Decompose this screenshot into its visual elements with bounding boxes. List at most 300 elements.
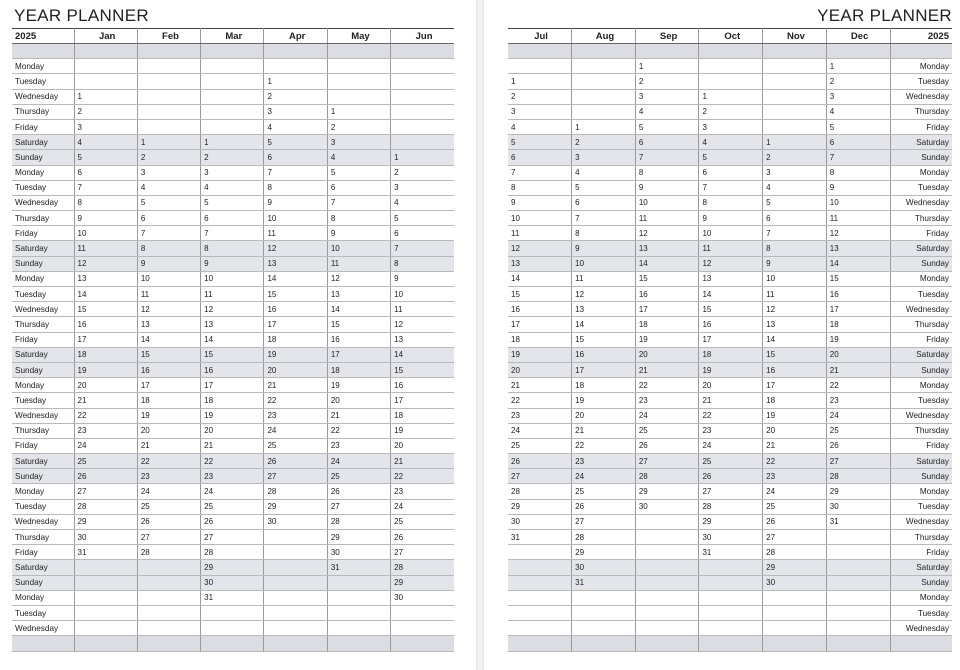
- date-cell: 22: [826, 378, 890, 393]
- date-cell: 18: [391, 408, 454, 423]
- day-row: [508, 195, 952, 210]
- day-row: [12, 575, 454, 590]
- date-cell: 26: [572, 499, 636, 514]
- date-cell: 5: [391, 211, 454, 226]
- weekday-label: Thursday: [12, 317, 74, 332]
- date-cell: 29: [699, 514, 763, 529]
- date-cell: 1: [826, 59, 890, 74]
- date-cell: 6: [699, 165, 763, 180]
- date-cell: 14: [137, 332, 200, 347]
- date-cell: 6: [826, 135, 890, 150]
- date-cell: 28: [635, 469, 699, 484]
- day-row: [508, 74, 952, 89]
- weekday-label: Wednesday: [12, 514, 74, 529]
- date-cell: [201, 119, 264, 134]
- day-row: [508, 271, 952, 286]
- date-cell: [826, 530, 890, 545]
- weekday-label: Wednesday: [890, 514, 952, 529]
- weekday-label: [12, 44, 74, 59]
- date-cell: 29: [264, 499, 327, 514]
- weekday-label: Wednesday: [12, 302, 74, 317]
- day-row: [508, 150, 952, 165]
- date-cell: 18: [264, 332, 327, 347]
- date-cell: [74, 59, 137, 74]
- day-row: [12, 590, 454, 605]
- date-cell: 26: [74, 469, 137, 484]
- day-row: [508, 545, 952, 560]
- date-cell: [635, 545, 699, 560]
- date-cell: 20: [74, 378, 137, 393]
- date-cell: 2: [508, 89, 572, 104]
- weekday-label: Sunday: [890, 575, 952, 590]
- date-cell: 18: [572, 378, 636, 393]
- date-cell: [264, 575, 327, 590]
- weekday-label: Saturday: [12, 560, 74, 575]
- date-cell: 4: [699, 135, 763, 150]
- date-cell: [264, 545, 327, 560]
- date-cell: 20: [137, 423, 200, 438]
- date-cell: 28: [327, 514, 390, 529]
- date-cell: 30: [826, 499, 890, 514]
- date-cell: 16: [763, 362, 827, 377]
- date-cell: 22: [508, 393, 572, 408]
- date-cell: 5: [327, 165, 390, 180]
- date-cell: 12: [391, 317, 454, 332]
- date-cell: 25: [572, 484, 636, 499]
- date-cell: 9: [826, 180, 890, 195]
- month-header: Apr: [264, 29, 327, 44]
- date-cell: [763, 104, 827, 119]
- date-cell: 2: [699, 104, 763, 119]
- date-cell: [327, 636, 390, 651]
- date-cell: 22: [327, 423, 390, 438]
- date-cell: 27: [201, 530, 264, 545]
- date-cell: 4: [391, 195, 454, 210]
- page-title: YEAR PLANNER: [817, 6, 952, 25]
- date-cell: 21: [572, 423, 636, 438]
- date-cell: 5: [264, 135, 327, 150]
- date-cell: 7: [74, 180, 137, 195]
- weekday-label: Monday: [890, 271, 952, 286]
- day-row: [12, 393, 454, 408]
- date-cell: 17: [508, 317, 572, 332]
- date-cell: 24: [391, 499, 454, 514]
- date-cell: 20: [327, 393, 390, 408]
- date-cell: 8: [74, 195, 137, 210]
- weekday-label: Sunday: [12, 362, 74, 377]
- date-cell: [763, 605, 827, 620]
- date-cell: 11: [763, 287, 827, 302]
- date-cell: [264, 636, 327, 651]
- date-cell: 12: [826, 226, 890, 241]
- date-cell: 3: [635, 89, 699, 104]
- date-cell: [763, 44, 827, 59]
- date-cell: 28: [74, 499, 137, 514]
- weekday-label: Monday: [12, 59, 74, 74]
- date-cell: 7: [635, 150, 699, 165]
- weekday-label: Tuesday: [890, 393, 952, 408]
- date-cell: 10: [327, 241, 390, 256]
- weekday-label: Tuesday: [890, 499, 952, 514]
- date-cell: [327, 44, 390, 59]
- date-cell: 25: [74, 454, 137, 469]
- date-cell: 8: [508, 180, 572, 195]
- date-cell: 31: [508, 530, 572, 545]
- date-cell: 6: [201, 211, 264, 226]
- date-cell: 31: [699, 545, 763, 560]
- weekday-label: Tuesday: [12, 393, 74, 408]
- weekday-label: Tuesday: [12, 74, 74, 89]
- date-cell: 31: [74, 545, 137, 560]
- date-cell: 27: [763, 530, 827, 545]
- day-row: [12, 438, 454, 453]
- date-cell: [635, 44, 699, 59]
- date-cell: 16: [391, 378, 454, 393]
- day-row: [12, 211, 454, 226]
- date-cell: 30: [327, 545, 390, 560]
- date-cell: 28: [201, 545, 264, 560]
- day-row: [12, 423, 454, 438]
- date-cell: 30: [763, 575, 827, 590]
- date-cell: 10: [699, 226, 763, 241]
- date-cell: [635, 605, 699, 620]
- date-cell: 3: [201, 165, 264, 180]
- date-cell: 31: [327, 560, 390, 575]
- date-cell: 21: [699, 393, 763, 408]
- day-row: [508, 484, 952, 499]
- date-cell: [508, 605, 572, 620]
- date-cell: 1: [137, 135, 200, 150]
- date-cell: 21: [137, 438, 200, 453]
- date-cell: [572, 605, 636, 620]
- date-cell: [572, 104, 636, 119]
- date-cell: 2: [327, 119, 390, 134]
- date-cell: 14: [508, 271, 572, 286]
- date-cell: 14: [572, 317, 636, 332]
- date-cell: 24: [327, 454, 390, 469]
- date-cell: 10: [508, 211, 572, 226]
- date-cell: [763, 590, 827, 605]
- weekday-label: Saturday: [12, 454, 74, 469]
- date-cell: 1: [572, 119, 636, 134]
- date-cell: 24: [635, 408, 699, 423]
- date-cell: 22: [391, 469, 454, 484]
- date-cell: 24: [699, 438, 763, 453]
- date-cell: 27: [264, 469, 327, 484]
- date-cell: [572, 74, 636, 89]
- date-cell: [508, 545, 572, 560]
- date-cell: 13: [699, 271, 763, 286]
- date-cell: 11: [572, 271, 636, 286]
- date-cell: 8: [201, 241, 264, 256]
- weekday-label: Tuesday: [890, 74, 952, 89]
- date-cell: [201, 104, 264, 119]
- date-cell: 11: [137, 287, 200, 302]
- day-row: [508, 347, 952, 362]
- day-row: [12, 362, 454, 377]
- date-cell: 7: [763, 226, 827, 241]
- weekday-label: [12, 636, 74, 651]
- date-cell: 17: [74, 332, 137, 347]
- date-cell: 2: [763, 150, 827, 165]
- date-cell: 4: [508, 119, 572, 134]
- day-row: [12, 165, 454, 180]
- date-cell: [201, 636, 264, 651]
- date-cell: 13: [137, 317, 200, 332]
- date-cell: 13: [763, 317, 827, 332]
- day-row: [12, 180, 454, 195]
- date-cell: [826, 560, 890, 575]
- date-cell: 31: [201, 590, 264, 605]
- weekday-label: Thursday: [890, 317, 952, 332]
- date-cell: [699, 575, 763, 590]
- day-row: [508, 514, 952, 529]
- day-row: [508, 378, 952, 393]
- date-cell: 11: [264, 226, 327, 241]
- date-cell: 12: [763, 302, 827, 317]
- date-cell: [699, 636, 763, 651]
- month-header: Nov: [763, 29, 827, 44]
- day-row: [12, 621, 454, 636]
- date-cell: 27: [826, 454, 890, 469]
- day-row: [508, 560, 952, 575]
- day-row: [508, 89, 952, 104]
- date-cell: 26: [391, 530, 454, 545]
- day-row: [508, 119, 952, 134]
- date-cell: [264, 590, 327, 605]
- date-cell: 30: [74, 530, 137, 545]
- date-cell: 1: [74, 89, 137, 104]
- date-cell: [391, 621, 454, 636]
- weekday-label: Thursday: [12, 423, 74, 438]
- date-cell: 9: [137, 256, 200, 271]
- date-cell: 23: [508, 408, 572, 423]
- date-cell: 5: [826, 119, 890, 134]
- date-cell: 21: [201, 438, 264, 453]
- day-row: [508, 135, 952, 150]
- date-cell: [391, 59, 454, 74]
- date-cell: [74, 621, 137, 636]
- date-cell: 10: [572, 256, 636, 271]
- date-cell: 12: [508, 241, 572, 256]
- date-cell: [137, 74, 200, 89]
- date-cell: [201, 74, 264, 89]
- date-cell: 10: [763, 271, 827, 286]
- date-cell: 6: [137, 211, 200, 226]
- date-cell: [635, 560, 699, 575]
- date-cell: 23: [74, 423, 137, 438]
- date-cell: 17: [763, 378, 827, 393]
- date-cell: 21: [74, 393, 137, 408]
- weekday-label: Saturday: [890, 560, 952, 575]
- day-row: [12, 484, 454, 499]
- date-cell: [826, 590, 890, 605]
- weekday-label: Wednesday: [890, 302, 952, 317]
- date-cell: 2: [572, 135, 636, 150]
- date-cell: 18: [137, 393, 200, 408]
- weekday-label: Monday: [890, 59, 952, 74]
- day-row: [12, 408, 454, 423]
- date-cell: [635, 636, 699, 651]
- day-row: [12, 332, 454, 347]
- date-cell: [201, 44, 264, 59]
- date-cell: 25: [763, 499, 827, 514]
- date-cell: 7: [699, 180, 763, 195]
- weekday-label: Saturday: [12, 135, 74, 150]
- date-cell: 17: [137, 378, 200, 393]
- date-cell: 24: [201, 484, 264, 499]
- date-cell: [137, 44, 200, 59]
- date-cell: 21: [327, 408, 390, 423]
- date-cell: [508, 621, 572, 636]
- date-cell: 11: [699, 241, 763, 256]
- date-cell: 8: [699, 195, 763, 210]
- date-cell: 17: [635, 302, 699, 317]
- date-cell: 25: [699, 454, 763, 469]
- date-cell: 29: [826, 484, 890, 499]
- date-cell: [699, 74, 763, 89]
- date-cell: 11: [391, 302, 454, 317]
- date-cell: 30: [201, 575, 264, 590]
- date-cell: 3: [508, 104, 572, 119]
- date-cell: 15: [763, 347, 827, 362]
- day-row: [508, 362, 952, 377]
- date-cell: 5: [74, 150, 137, 165]
- header-row: [12, 29, 454, 44]
- date-cell: 17: [391, 393, 454, 408]
- weekday-label: Saturday: [890, 454, 952, 469]
- date-cell: 23: [572, 454, 636, 469]
- date-cell: [635, 590, 699, 605]
- day-row: [12, 271, 454, 286]
- date-cell: 24: [826, 408, 890, 423]
- weekday-label: Tuesday: [890, 605, 952, 620]
- date-cell: 15: [635, 271, 699, 286]
- date-cell: [763, 621, 827, 636]
- weekday-label: Monday: [12, 484, 74, 499]
- date-cell: [137, 621, 200, 636]
- date-cell: 28: [137, 545, 200, 560]
- date-cell: 29: [572, 545, 636, 560]
- date-cell: [74, 560, 137, 575]
- weekday-label: Thursday: [12, 530, 74, 545]
- day-row: [508, 605, 952, 620]
- date-cell: 1: [201, 135, 264, 150]
- date-cell: 16: [826, 287, 890, 302]
- date-cell: 2: [201, 150, 264, 165]
- date-cell: 28: [264, 484, 327, 499]
- date-cell: 16: [74, 317, 137, 332]
- day-row: [508, 636, 952, 651]
- date-cell: 16: [327, 332, 390, 347]
- date-cell: [826, 44, 890, 59]
- date-cell: 1: [391, 150, 454, 165]
- date-cell: 14: [74, 287, 137, 302]
- date-cell: [264, 560, 327, 575]
- day-row: [508, 59, 952, 74]
- date-cell: 26: [763, 514, 827, 529]
- date-cell: 15: [201, 347, 264, 362]
- date-cell: 8: [391, 256, 454, 271]
- date-cell: [391, 636, 454, 651]
- date-cell: 19: [74, 362, 137, 377]
- date-cell: 19: [572, 393, 636, 408]
- date-cell: 13: [572, 302, 636, 317]
- date-cell: 22: [763, 454, 827, 469]
- date-cell: 14: [826, 256, 890, 271]
- date-cell: 21: [763, 438, 827, 453]
- weekday-label: Thursday: [890, 530, 952, 545]
- weekday-label: Friday: [12, 226, 74, 241]
- day-row: [12, 469, 454, 484]
- date-cell: 9: [327, 226, 390, 241]
- page-title: YEAR PLANNER: [14, 6, 149, 25]
- date-cell: 5: [699, 150, 763, 165]
- weekday-label: Friday: [890, 226, 952, 241]
- date-cell: 9: [699, 211, 763, 226]
- date-cell: 24: [508, 423, 572, 438]
- date-cell: 16: [635, 287, 699, 302]
- date-cell: 20: [635, 347, 699, 362]
- date-cell: 11: [327, 256, 390, 271]
- date-cell: [572, 59, 636, 74]
- date-cell: 5: [201, 195, 264, 210]
- date-cell: 8: [826, 165, 890, 180]
- month-header: Jun: [391, 29, 454, 44]
- date-cell: 6: [391, 226, 454, 241]
- day-row: [12, 514, 454, 529]
- weekday-label: Monday: [890, 590, 952, 605]
- weekday-label: [890, 44, 952, 59]
- weekday-label: Wednesday: [890, 621, 952, 636]
- date-cell: 18: [635, 317, 699, 332]
- weekday-label: Monday: [12, 165, 74, 180]
- date-cell: 16: [699, 317, 763, 332]
- date-cell: 7: [327, 195, 390, 210]
- date-cell: [74, 74, 137, 89]
- date-cell: 14: [201, 332, 264, 347]
- day-row: [508, 530, 952, 545]
- date-cell: [572, 89, 636, 104]
- date-cell: 18: [327, 362, 390, 377]
- date-cell: 28: [699, 499, 763, 514]
- date-cell: 15: [74, 302, 137, 317]
- date-cell: 16: [201, 362, 264, 377]
- date-cell: 29: [74, 514, 137, 529]
- date-cell: 22: [635, 378, 699, 393]
- day-row: [12, 545, 454, 560]
- day-row: [12, 74, 454, 89]
- date-cell: 8: [635, 165, 699, 180]
- date-cell: [327, 621, 390, 636]
- weekday-label: Thursday: [890, 211, 952, 226]
- date-cell: [137, 575, 200, 590]
- weekday-label: Tuesday: [890, 180, 952, 195]
- date-cell: [826, 545, 890, 560]
- date-cell: 26: [327, 484, 390, 499]
- date-cell: 17: [264, 317, 327, 332]
- date-cell: 27: [74, 484, 137, 499]
- weekday-label: Friday: [12, 438, 74, 453]
- date-cell: 20: [763, 423, 827, 438]
- date-cell: 22: [264, 393, 327, 408]
- date-cell: [572, 590, 636, 605]
- date-cell: [572, 636, 636, 651]
- date-cell: 19: [264, 347, 327, 362]
- day-row: [508, 469, 952, 484]
- date-cell: [391, 89, 454, 104]
- date-cell: 3: [327, 135, 390, 150]
